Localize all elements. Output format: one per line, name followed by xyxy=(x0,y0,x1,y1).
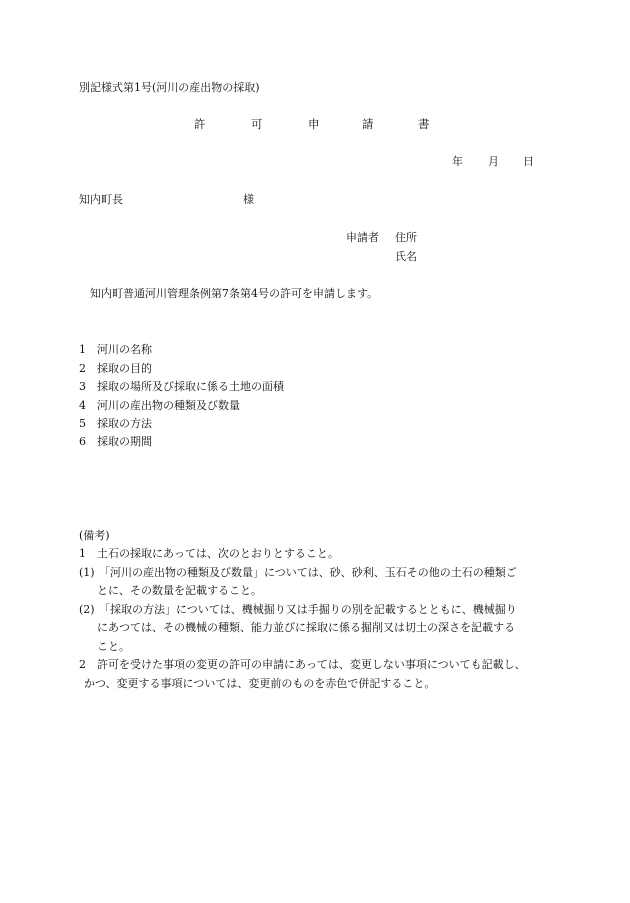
date-year-label: 年 xyxy=(452,155,463,168)
sub-note-number: (1) xyxy=(79,566,95,579)
list-item xyxy=(79,363,152,374)
note-line: かつ、変更する事項については、変更前のものを赤色で併記すること。 xyxy=(84,677,436,690)
request-sentence: 知内町普通河川管理条例第7条第4号の許可を申請します。 xyxy=(90,287,379,300)
title-char: 書 xyxy=(418,117,430,131)
list-item xyxy=(79,344,152,355)
sub-note-line: 「河川の産出物の種類及び数量」については、砂、砂利、玉石その他の土石の種類ご xyxy=(99,566,517,579)
list-item xyxy=(79,418,152,429)
addressee-honorific: 様 xyxy=(243,193,254,206)
item-label: 採取の期間 xyxy=(97,435,152,448)
name-label: 氏名 xyxy=(395,250,417,263)
date-month-label: 月 xyxy=(488,155,499,168)
sub-note-line: こと。 xyxy=(97,640,130,653)
sub-note-line: 「採取の方法」については、機械掘り又は手掘りの別を記載するとともに、機械掘り xyxy=(99,603,517,616)
item-number: 1 xyxy=(79,343,86,356)
item-number: 6 xyxy=(79,435,86,448)
addressee-name: 知内町長 xyxy=(79,193,123,206)
note-number: 2 xyxy=(79,658,86,671)
list-item xyxy=(79,381,284,392)
notes-heading: (備考) xyxy=(79,529,110,542)
item-number: 2 xyxy=(79,362,86,375)
title-char: 申 xyxy=(308,117,320,131)
applicant-label: 申請者 xyxy=(346,231,379,244)
address-label: 住所 xyxy=(395,231,417,244)
note-line: 許可を受けた事項の変更の許可の申請にあっては、変更しない事項についても記載し、 xyxy=(97,658,526,671)
title-char: 許 xyxy=(194,117,206,131)
sub-note-number: (2) xyxy=(79,603,95,616)
item-label: 河川の名称 xyxy=(97,343,152,356)
title-char: 請 xyxy=(362,117,374,131)
item-label: 採取の目的 xyxy=(97,362,152,375)
list-item xyxy=(79,400,240,411)
note-text: 土石の採取にあっては、次のとおりとすること。 xyxy=(97,547,339,560)
item-number: 5 xyxy=(79,417,86,430)
list-item xyxy=(79,436,152,447)
item-number: 3 xyxy=(79,380,86,393)
item-label: 採取の方法 xyxy=(97,417,152,430)
date-day-label: 日 xyxy=(523,155,534,168)
title-char: 可 xyxy=(251,117,263,131)
form-name: 別記様式第1号(河川の産出物の採取) xyxy=(79,81,260,94)
note-number: 1 xyxy=(79,547,86,560)
sub-note-line: とに、その数量を記載すること。 xyxy=(97,584,262,597)
item-label: 河川の産出物の種類及び数量 xyxy=(97,399,240,412)
item-label: 採取の場所及び採取に係る土地の面積 xyxy=(97,380,284,393)
item-number: 4 xyxy=(79,399,86,412)
sub-note-line: にあつては、その機械の種類、能力並びに採取に係る掘削又は切土の深さを記載する xyxy=(97,621,515,634)
